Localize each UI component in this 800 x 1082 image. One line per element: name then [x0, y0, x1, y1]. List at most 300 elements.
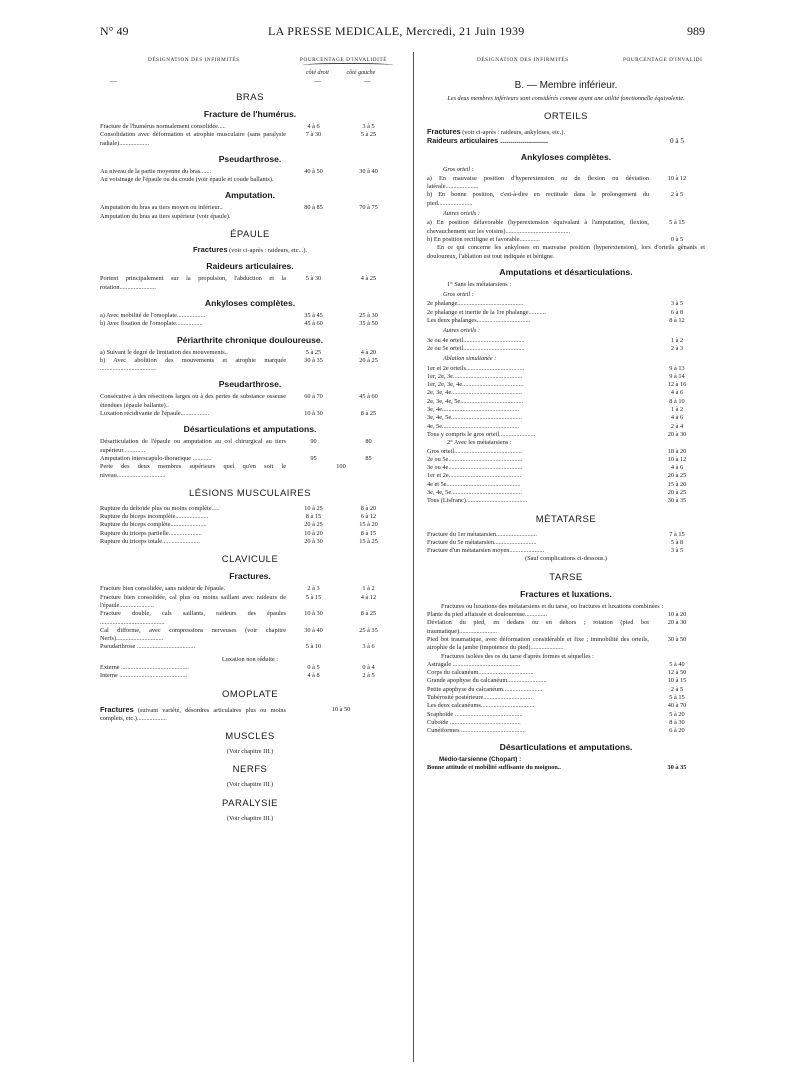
percent-value: 18 à 20: [667, 447, 687, 455]
raideurs-value: 0 à 5: [670, 137, 684, 146]
table-row: [100, 538, 400, 546]
autres-orteils-rows: [427, 219, 705, 244]
row-label: Tous (Lisfranc).......................................: [427, 497, 528, 505]
row-label: Luxation récidivante de l'épaule..................: [100, 410, 210, 418]
percent-value: 10 à 12: [667, 455, 687, 463]
ablation-rows: [427, 365, 705, 440]
table-row: [427, 711, 705, 719]
left-side-value: 4 à 25: [360, 275, 377, 283]
percent-value: 10 à 20: [667, 611, 687, 619]
percent-value: 8 à 30: [669, 718, 685, 726]
row-label: Fracture du 1er métatarsien..........................: [427, 530, 537, 538]
section-lesions-musculaires: LÉSIONS MUSCULAIRES: [189, 487, 311, 499]
side-subheadings: [306, 70, 391, 76]
right-side-value: 10 à 30: [304, 610, 323, 618]
table-row: [100, 643, 400, 651]
percent-value: 9 à 14: [669, 372, 685, 380]
table-row: [100, 664, 400, 672]
left-side-value: 85: [365, 454, 372, 462]
row-label: Astragale ...........................................: [427, 660, 521, 668]
table-row: [427, 472, 705, 480]
row-label: Pied bot traumatique, avec déformation considérable et fixe ; immobilité des orteils, atrophie de la jambe (impotence du pied).....................: [427, 635, 649, 652]
table-row: [100, 213, 400, 221]
percent-value: 8 à 10: [669, 397, 685, 405]
epaule-fractures-text: (voir ci-après : raideurs, etc...).: [227, 247, 307, 255]
gros-orteil-rows: [427, 175, 705, 208]
percent-value: 15 à 20: [667, 480, 687, 488]
row-label: Scaphoïde ...........................................: [427, 710, 523, 718]
table-row: [100, 312, 400, 320]
table-row: [427, 719, 705, 727]
left-side-value: 45 à 60: [359, 393, 378, 401]
percent-value: 12 à 50: [667, 669, 687, 677]
row-label: b) En bonne position, c'est-à-dire en rectitude dans le prolongement du pied......................: [427, 191, 649, 207]
percent-value: 3 à 5: [670, 547, 684, 555]
row-label: Interne ...........................................: [100, 672, 188, 680]
row-label: 2e phalange..........................................: [427, 300, 524, 308]
luxation-heading: Luxation non réduite :: [221, 655, 279, 663]
table-row: [427, 539, 705, 547]
subsection-ankyloses: Ankyloses complètes.: [204, 297, 296, 308]
percent-value: 10 à 15: [667, 677, 687, 685]
epaule-fractures-label: Fractures: [192, 245, 228, 255]
right-side-value: 20 à 30: [304, 538, 323, 546]
table-row: [100, 585, 400, 593]
muscles-ref: (Voir chapitre III.): [226, 748, 274, 756]
left-side-value: 70 à 75: [359, 204, 378, 212]
table-row: [100, 513, 400, 521]
table-row: [427, 431, 705, 439]
row-label: 2e, 3e, 4e, 5e........................................: [427, 397, 524, 405]
table-row: [427, 636, 705, 653]
orteils-fractures-line: [427, 128, 705, 137]
subsection-raideurs: Raideurs articulaires.: [206, 261, 294, 272]
section-orteils: ORTEILS: [544, 111, 588, 122]
bonne-attitude-value: 30 à 35: [667, 763, 687, 771]
table-row: [100, 530, 400, 538]
percent-value: 12 à 16: [667, 381, 687, 389]
table-row: [427, 236, 705, 244]
row-label: 1er et 2e orteils.....................................: [427, 364, 525, 372]
table-row: [100, 438, 400, 455]
table-row: [427, 547, 705, 555]
row-label: a) Avec mobilité de l'omoplate..................: [100, 311, 206, 319]
percent-value: 40 à 70: [667, 702, 687, 710]
right-side-value: 0 à 5: [307, 663, 320, 671]
row-label: 2e phalange et inertie de la 1re phalange...........: [427, 308, 546, 316]
table-row: [100, 610, 400, 627]
table-row: [100, 204, 400, 212]
row-label: 1er et 2e..............................................: [427, 472, 522, 480]
table-row: [427, 191, 705, 208]
table-row: [100, 505, 400, 513]
omoplate-fractures-text: (suivant variété, désordres articulaires plus ou moins complets, etc.)...................: [100, 706, 286, 722]
page-header: [100, 24, 705, 42]
left-side-value: 25 à 35: [359, 626, 378, 634]
percent-value: 20 à 25: [667, 488, 687, 496]
table-row: [427, 345, 705, 353]
right-side-dash: —: [314, 77, 322, 85]
right-side-value: [286, 176, 341, 184]
table-row: [100, 455, 400, 463]
row-label: Rupture du deltoïde plus ou moins complète.....: [100, 504, 220, 512]
row-label: 1er, 2e, 3e............................................: [427, 372, 523, 380]
row-label: 2e ou 5e...............................................: [427, 455, 523, 463]
left-side-value: 0 à 4: [362, 663, 375, 671]
table-row: [427, 317, 705, 325]
row-label: 4e et 5e...............................................: [427, 480, 521, 488]
percent-value: 6 à 20: [669, 727, 685, 735]
tarse-intro: Fractures ou luxations des métatarsiens et du tarse, ou fractures et luxations combinées :: [441, 602, 664, 610]
row-label: Fracture double, cals saillants, raideurs des épaules .........................................: [100, 610, 286, 626]
row-label: Rupture du biceps complète.......................: [100, 521, 207, 529]
table-row: [427, 497, 705, 505]
autres-orteils-amp-rows: [427, 337, 705, 354]
lesions-rows: [100, 505, 400, 546]
left-side-value: 8 à 15: [360, 529, 377, 537]
table-row: [100, 131, 400, 148]
row-label: Rupture du biceps incomplète.....................: [100, 513, 209, 521]
percent-value: 4 à 6: [670, 464, 684, 472]
right-side-value: 35 à 45: [304, 311, 323, 319]
row-label: Cunéiformes .........................................: [427, 727, 526, 735]
percent-heading: POURCENTAGE D'INVALIDITÉ: [300, 57, 388, 63]
percent-value: 20 à 25: [667, 472, 687, 480]
table-row: [100, 521, 400, 529]
percent-brace: [302, 63, 394, 69]
right-side-value: 7 à 30: [305, 131, 322, 139]
row-label: Fracture bien consolidée, sans raideur de l'épaule.: [100, 585, 226, 593]
percent-value: 5 à 15: [669, 219, 685, 227]
clavicule-lux-rows: [100, 664, 400, 681]
table-row: [427, 337, 705, 345]
row-label: 2e ou 5e orteil.......................................: [427, 344, 525, 352]
row-label: Amputation du bras au tiers supérieur (voir épaule).: [100, 212, 231, 220]
right-side-value: 5 à 15: [305, 593, 322, 601]
row-label: Gros orteil...........................................: [427, 447, 522, 455]
left-side-value: 20 à 25: [359, 356, 378, 364]
row-label: b) En position rectiligne et favorable.............: [427, 235, 540, 243]
row-label: a) En position défavorable (hyperextension équivalant à l'amputation, flexion, chevauchement sur les voisins).........................................: [427, 219, 649, 235]
orteils-fractures-label: Fractures: [427, 127, 461, 136]
designation-heading: DÉSIGNATION DES INFIRMITÉS: [148, 57, 240, 63]
left-side-value: 30 à 40: [359, 167, 378, 175]
right-side-value: 40 à 50: [304, 167, 323, 175]
percent-value: 7 à 15: [669, 530, 685, 538]
left-side-value: 1 à 2: [362, 585, 375, 593]
row-label: Pseudarthrose .....................................: [100, 643, 196, 651]
table-row: [427, 489, 705, 497]
right-side-value: 8 à 15: [305, 513, 322, 521]
left-side-value: 4 à 12: [360, 593, 377, 601]
table-row: [100, 393, 400, 410]
row-label: Fracture d'un métatarsien moyen......................: [427, 547, 545, 555]
percent-value: 4 à 6: [670, 389, 684, 397]
table-row: [427, 219, 705, 236]
section-metatarse: MÉTATARSE: [535, 513, 597, 525]
metatarse-rows: [427, 531, 705, 556]
table-row: [100, 168, 400, 176]
journal-title: LA PRESSE MEDICALE, Mercredi, 21 Juin 1939: [268, 24, 525, 38]
table-row: [427, 175, 705, 192]
row-label: 3e ou 4e...............................................: [427, 464, 523, 472]
percent-value: 2 à 4: [670, 422, 684, 430]
left-column: [100, 50, 400, 823]
section-tarse: TARSE: [549, 571, 583, 583]
subsection-amputations: Amputations et désarticulations.: [499, 266, 633, 277]
designation-dash: —: [110, 77, 118, 85]
percent-value: 20 à 30: [667, 619, 687, 627]
row-label: Rupture du triceps partielle.....................: [100, 529, 202, 537]
section-muscles: MUSCLES: [225, 731, 275, 743]
autres-orteils-heading-2: Autres orteils :: [443, 327, 480, 335]
percent-value: 9 à 13: [669, 364, 685, 372]
right-side-value: [286, 213, 341, 221]
percent-value: 1 à 2: [670, 336, 684, 344]
row-label: Au niveau de la partie moyenne du bras.......: [100, 167, 212, 175]
table-row: [100, 123, 400, 131]
percent-value: 3 à 5: [670, 300, 684, 308]
epaule-pseud-rows: [100, 393, 400, 418]
row-label: Déviation du pied, en dedans ou en dehors ; rotation (pied bot traumatique)........................: [427, 619, 649, 635]
left-side-value: 25 à 30: [359, 311, 378, 319]
table-row: [427, 694, 705, 702]
section-omoplate: OMOPLATE: [221, 688, 279, 700]
row-label: b) Avec abolition des mouvements et atrophie marquée ....................................: [100, 356, 286, 373]
left-side-value: 8 à 20: [360, 504, 377, 512]
right-side-value: 80 à 85: [304, 204, 323, 212]
percent-value: 2 à 5: [670, 191, 684, 199]
table-row: [427, 398, 705, 406]
right-side-value: 30 à 35: [304, 356, 323, 364]
row-label: Plante du pied affaissée et douloureuse..............: [427, 611, 548, 619]
table-row: [427, 727, 705, 735]
right-side-value: 20 à 25: [304, 521, 323, 529]
table-row: [427, 702, 705, 710]
left-side-value: 35 à 50: [359, 320, 378, 328]
subsection-periarthrite: Périarthrite chronique douloureuse.: [176, 334, 324, 345]
fractures-isolees-rows: [427, 661, 705, 736]
gros-orteil-heading-2: Gros orteil :: [443, 291, 474, 299]
row-label: Fracture de l'humérus normalement consolidée.....: [100, 123, 226, 130]
bras-pseud-rows: [100, 168, 400, 185]
percent-value: 5 à 20: [669, 710, 685, 718]
row-label: 3e ou 4e orteil.......................................: [427, 336, 525, 344]
row-label: Au voisinage de l'épaule ou du coude (voir épaule et coude ballants).: [100, 176, 274, 184]
row-label: Cal difforme, avec compressions nerveuses (voir chapitre Nerfs)..............................: [100, 626, 286, 643]
autres-orteils-heading: Autres orteils :: [443, 210, 480, 218]
row-label: 3e, 4e, 5e.............................................: [427, 488, 522, 496]
row-label: Désarticulation de l'épaule ou amputation au col chirurgical au tiers supérieur..............: [100, 438, 286, 454]
ankyloses-note: En ce qui concerne les ankyloses en mauvaise position (hyperextension), lors d'orteils gênants et douloureux, l'ablation est tout indiquée et bénigne.: [427, 244, 705, 260]
right-side-value: 5 à 30: [305, 275, 322, 283]
row-label: Rupture du triceps totale........................: [100, 538, 200, 546]
table-row: [100, 627, 400, 644]
issue-number: N° 49: [100, 24, 129, 38]
row-label: Les deux calcanéums..................................: [427, 702, 535, 710]
section-bras: BRAS: [236, 92, 264, 103]
table-row: [100, 410, 400, 418]
row-label: Consécutive à des résections larges ou à des pertes de substance osseuse étendues (épaule ballante)..: [100, 393, 286, 409]
subsection-fracture-humerus: Fracture de l'humérus.: [203, 109, 297, 119]
left-side-value: [341, 176, 396, 184]
percent-value: 6 à 8: [670, 308, 684, 316]
percent-value: 5 à 15: [669, 694, 685, 702]
left-side-value: 80: [365, 438, 372, 446]
table-row: [427, 381, 705, 389]
right-side-value: 10 à 25: [304, 504, 323, 512]
raideurs-label: Raideurs articulaires ........................: [427, 137, 549, 146]
subsection-clavicule-fractures: Fractures.: [229, 571, 271, 582]
percent-value: 30 à 50: [667, 635, 687, 643]
left-side-value: 3 à 5: [362, 123, 375, 130]
percent-value: 10 à 12: [667, 174, 687, 182]
membre-inferieur-note: Les deux membres inférieurs sont considérés comme ayant une utilité fonctionnelle équivalente.: [447, 95, 685, 102]
table-row: [100, 320, 400, 328]
row-label: Tubérosité postérieure...............................: [427, 694, 533, 702]
right-side-value: 60 à 70: [304, 393, 323, 401]
row-label: Amputation interscapulo-thoracique ............: [100, 454, 212, 462]
page-number: 989: [687, 24, 705, 38]
right-side-value: 4 à 8: [307, 672, 320, 680]
omoplate-row: [100, 706, 400, 724]
table-row: [427, 531, 705, 539]
tarse-rows: [427, 611, 705, 652]
row-label: Cuboïde .............................................: [427, 718, 521, 726]
metatarse-note: (Sauf complications ci-dessous.): [524, 555, 608, 563]
row-label: Consolidation avec déformation et atrophie musculaire (sans paralysie radiale)...................: [100, 131, 286, 147]
left-side-value: 3 à 6: [362, 643, 375, 651]
table-row: [427, 423, 705, 431]
right-side-value: 4 à 6: [307, 123, 320, 130]
sans-metatarsiens: 1° Sans les métatarsiens :: [447, 280, 512, 288]
table-row: [427, 611, 705, 619]
right-side-value: 45 à 60: [304, 320, 323, 328]
left-side-value: 8 à 25: [360, 410, 377, 418]
raideurs-articulaires-row: [427, 137, 705, 145]
subsection-bras-amputation: Amputation.: [224, 190, 276, 201]
row-label: 3e, 4e.................................................: [427, 406, 520, 414]
subsection-fractures-luxations: Fractures et luxations.: [520, 588, 612, 599]
table-row: [100, 176, 400, 184]
row-label: 2e, 3e, 4e.............................................: [427, 389, 522, 397]
right-column-header: [427, 50, 705, 72]
percent-value: 2 à 3: [670, 344, 684, 352]
table-row: [427, 677, 705, 685]
row-label: Amputation du bras au tiers moyen ou inférieur..: [100, 204, 223, 212]
table-row: [427, 414, 705, 422]
right-side-value: 5 à 25: [305, 348, 322, 356]
right-side-value: 10 à 30: [304, 410, 323, 418]
orteils-fractures-text: (voir ci-après : raideurs, ankyloses, etc.).: [460, 129, 565, 136]
right-side-heading: côté droit: [306, 70, 329, 76]
nerfs-ref: (Voir chapitre III.): [226, 781, 274, 789]
row-label: 1er, 2e, 3e, 4e.......................................: [427, 381, 524, 389]
epaule-ank-rows: [100, 312, 400, 329]
percent-value: 20 à 30: [667, 430, 687, 438]
fractures-isolees-heading: Fractures isolées des os du tarse d'après formes et séquelles :: [441, 652, 594, 660]
right-side-value: 10 à 20: [304, 529, 323, 537]
percent-heading-right: POURCENTAGE D'INVALIDI: [623, 57, 703, 63]
row-label: Corps du calcanéum...................................: [427, 669, 534, 677]
gros-orteil-amp-rows: [427, 300, 705, 325]
row-label: Petite apophyse du calcanéum.........................: [427, 685, 543, 693]
row-label: Fracture bien consolidée, cal plus ou moins saillant avec raideurs de l'épaule......................: [100, 593, 286, 609]
epaule-desart-rows: [100, 438, 400, 463]
omoplate-fractures-label: Fractures: [100, 705, 134, 714]
bonne-attitude-label: Bonne attitude et mobilité suffisante du moignon..: [427, 763, 561, 771]
percent-value: 30 à 35: [667, 497, 687, 505]
medio-tarsienne-heading: Médio-tarsienne (Chopart) :: [439, 755, 522, 763]
left-side-value: [341, 213, 396, 221]
table-row: [100, 349, 400, 357]
subsection-epaule-pseudarthrose: Pseudarthrose.: [218, 379, 282, 390]
percent-value: 0 à 5: [670, 235, 684, 243]
right-side-value: 30 à 40: [304, 626, 323, 634]
table-row: [427, 365, 705, 373]
table-row: [427, 619, 705, 636]
row-label: Externe ...........................................: [100, 663, 189, 671]
row-label: 3e, 4e, 5e.............................................: [427, 414, 522, 422]
table-row: [427, 464, 705, 472]
row-label: Fracture du 5e métatarsien...........................: [427, 538, 537, 546]
table-row: [427, 309, 705, 317]
clavicule-rows: [100, 585, 400, 651]
left-side-dash: —: [364, 77, 372, 85]
ablation-heading: Ablation simultanée :: [443, 355, 497, 363]
table-row: [427, 686, 705, 694]
left-side-value: 15 à 20: [359, 521, 378, 529]
table-row: [100, 672, 400, 680]
right-side-value: 5 à 10: [305, 643, 322, 651]
subsection-desarticulations: Désarticulations et amputations.: [183, 424, 317, 435]
perte-value: 100: [336, 463, 346, 471]
left-side-value: 2 à 5: [362, 672, 375, 680]
column-divider: [413, 52, 414, 1062]
table-row: [100, 357, 400, 374]
left-column-header: [100, 50, 400, 84]
table-row: [427, 389, 705, 397]
table-row: [427, 481, 705, 489]
table-row: [427, 669, 705, 677]
perte-deux-membres-row: [100, 463, 400, 480]
section-nerfs: NERFS: [232, 764, 268, 776]
subsection-tarse-desarticulations: Désarticulations et amputations.: [499, 741, 633, 752]
gros-orteil-heading: Gros orteil :: [443, 165, 474, 173]
right-side-value: 2 à 3: [307, 585, 320, 593]
epaule-raideurs-rows: [100, 275, 400, 292]
left-side-value: 8 à 25: [360, 610, 377, 618]
epaule-peri-rows: [100, 349, 400, 374]
table-row: [427, 448, 705, 456]
table-row: [427, 373, 705, 381]
right-side-value: 90: [310, 438, 317, 446]
row-label: a) En mauvaise position d'hyperextension ou de flexion ou déviation latérale.....................: [427, 174, 649, 191]
table-row: [427, 456, 705, 464]
right-column: [427, 50, 705, 772]
row-label: Portent principalement sur la propulsion, l'abduction et la rotation.......................: [100, 275, 286, 291]
table-row: [427, 406, 705, 414]
left-side-heading: côté gauche: [346, 70, 376, 76]
table-row: [100, 275, 400, 292]
section-epaule: ÉPAULE: [230, 229, 270, 241]
row-label: 4e, 5e.................................................: [427, 422, 520, 430]
left-side-value: 6 à 12: [360, 513, 377, 521]
epaule-fractures-line: [100, 246, 400, 255]
bras-fracture-rows: [100, 123, 400, 148]
percent-value: 5 à 40: [669, 660, 685, 668]
percent-value: 1 à 2: [670, 406, 684, 414]
